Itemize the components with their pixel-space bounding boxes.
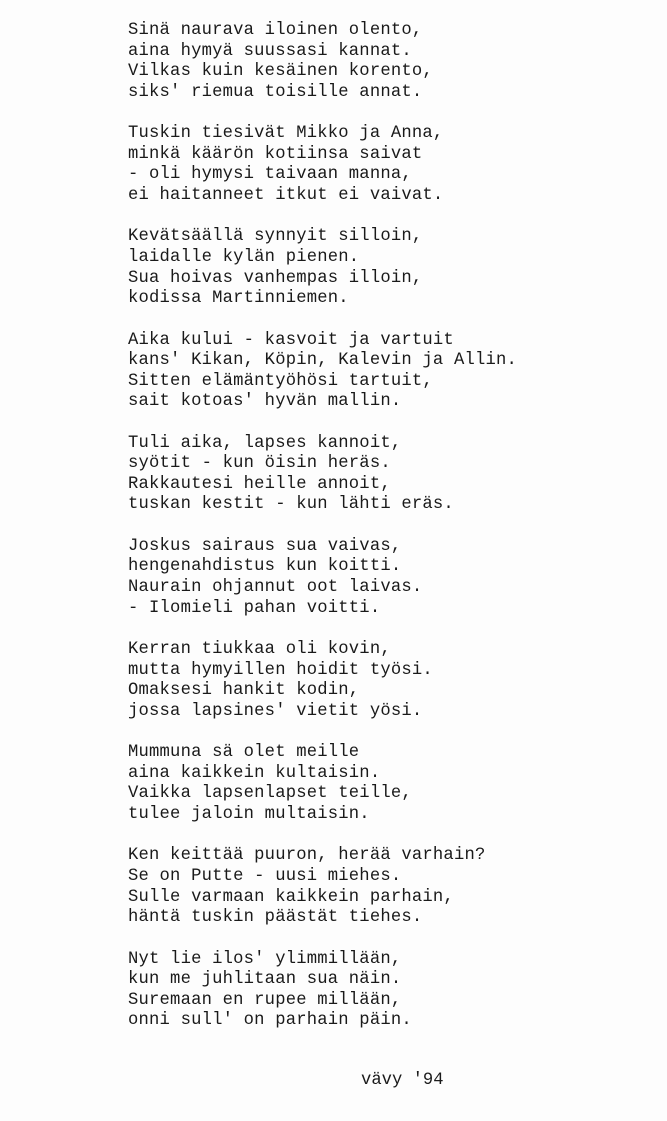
poem-line: laidalle kylän pienen. [128,247,360,267]
poem-line: onni sull' on parhain päin. [128,1011,412,1031]
poem-line: Sua hoivas vanhempas illoin, [128,268,423,288]
poem-line: - oli hymysi taivaan manna, [128,165,412,185]
poem-line: Kevätsäällä synnyit silloin, [128,227,423,247]
poem-line: Aika kului - kasvoit ja vartuit [128,330,454,350]
poem-line: syötit - kun öisin heräs. [128,454,391,474]
poem-line: Sitten elämäntyöhösi tartuit, [128,371,433,391]
poem-line: Omaksesi hankit kodin, [128,681,360,701]
poem-line: Sulle varmaan kaikkein parhain, [128,887,454,907]
stanza [128,537,628,619]
stanza [128,743,628,825]
stanza [128,846,628,928]
poem-line: kodissa Martinniemen. [128,289,349,309]
poem-line: Nyt lie ilos' ylimmillään, [128,949,402,969]
poem-line: aina kaikkein kultaisin. [128,763,381,783]
poem-line: Ken keittää puuron, herää varhain? [128,846,486,866]
poem-line: hengenahdistus kun koitti. [128,557,402,577]
poem-line: Mummuna sä olet meille [128,743,360,763]
stanza [128,227,628,309]
poem-line: Suremaan en rupee millään, [128,990,402,1010]
poem-line: kans' Kikan, Köpin, Kalevin ja Allin. [128,351,518,371]
poem-line: jossa lapsines' vietit yösi. [128,701,423,721]
poem-line: mutta hymyillen hoidit työsi. [128,660,433,680]
poem-line: Tuskin tiesivät Mikko ja Anna, [128,124,444,144]
poem-line: Rakkautesi heille annoit, [128,474,391,494]
poem-line: Sinä naurava iloinen olento, [128,21,423,40]
stanza [128,950,628,1032]
poem-line: tulee jaloin multaisin. [128,804,370,824]
stanza [128,124,628,206]
stanza [128,640,628,722]
poem-line: aina hymyä suussasi kannat. [128,41,412,61]
poem-line: - Ilomieli pahan voitti. [128,598,381,618]
poem-line: häntä tuskin päästät tiehes. [128,908,423,928]
poem [128,21,628,1053]
poem-line: sait kotoas' hyvän mallin. [128,392,402,412]
poem-line: siks' riemua toisille annat. [128,82,423,102]
poem-line: Naurain ohjannut oot laivas. [128,578,423,598]
poem-line: Joskus sairaus sua vaivas, [128,536,402,556]
stanza [128,21,628,103]
poem-line: kun me juhlitaan sua näin. [128,970,402,990]
poem-line: Vilkas kuin kesäinen korento, [128,62,433,82]
signature: vävy '94 [361,1071,444,1090]
poem-line: tuskan kestit - kun lähti eräs. [128,495,454,515]
poem-line: Kerran tiukkaa oli kovin, [128,640,391,660]
poem-line: Tuli aika, lapses kannoit, [128,433,402,453]
stanza [128,434,628,516]
poem-line: minkä käärön kotiinsa saivat [128,144,423,164]
poem-line: Se on Putte - uusi miehes. [128,866,402,886]
poem-line: ei haitanneet itkut ei vaivat. [128,185,444,205]
poem-line: Vaikka lapsenlapset teille, [128,784,412,804]
stanza [128,331,628,413]
